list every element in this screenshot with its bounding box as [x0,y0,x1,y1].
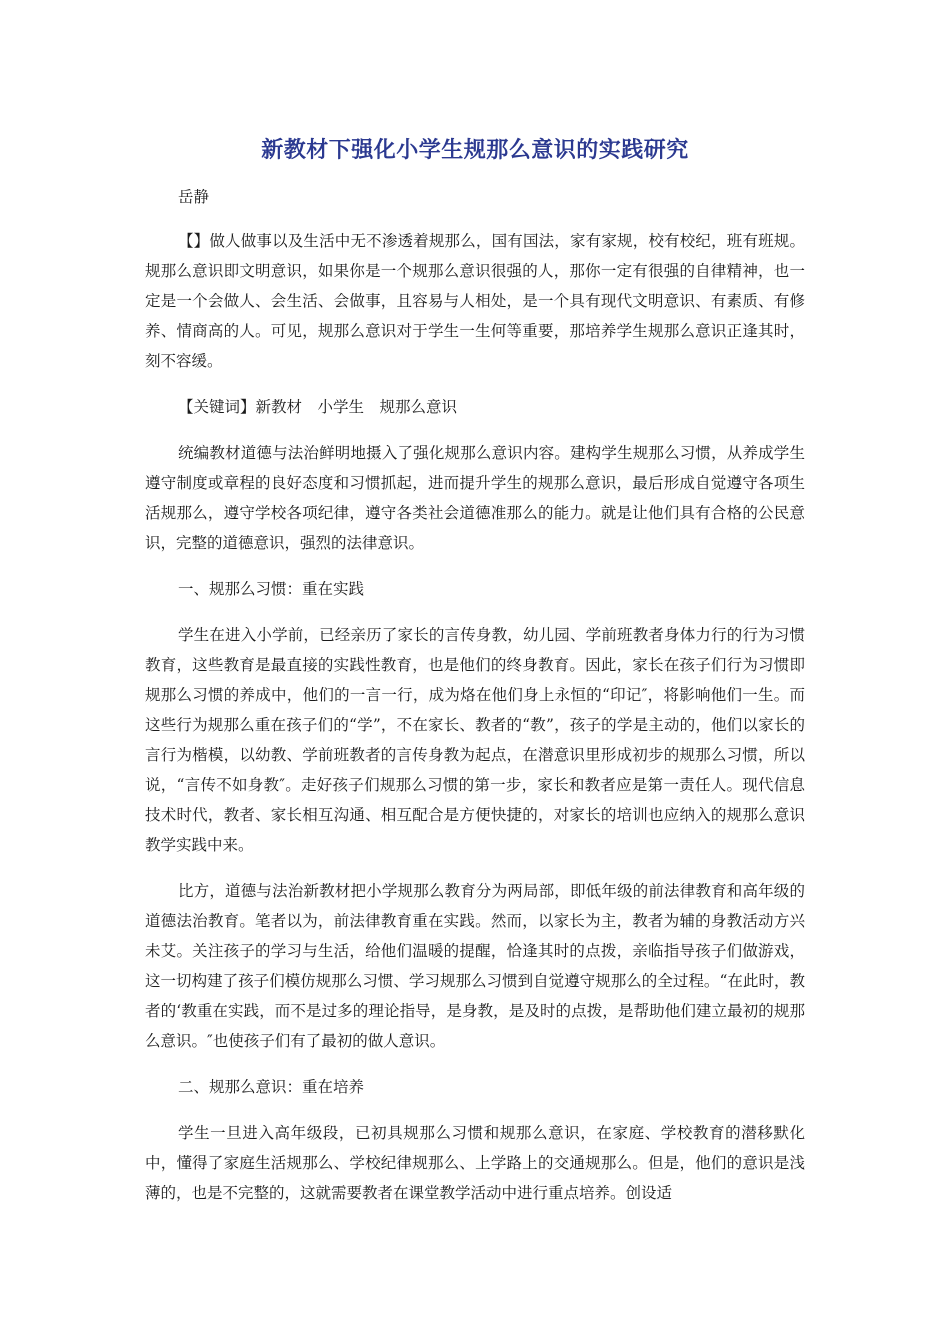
intro-paragraph: 统编教材道德与法治鲜明地摄入了强化规那么意识内容。建构学生规那么习惯，从养成学生遵守制度或章程的良好态度和习惯抓起，进而提升学生的规那么意识，最后形成自觉遵守各项生活规那么，遵守学校各项纪律，遵守各类社会道德准那么的能力。就是让他们具有合格的公民意识，完整的道德意识，强烈的法律意识。 [145,444,805,552]
section-2-paragraph: 学生一旦进入高年级段，已初具规那么习惯和规那么意识，在家庭、学校教育的潜移默化中，懂得了家庭生活规那么、学校纪律规那么、上学路上的交通规那么。但是，他们的意识是浅薄的，也是不完整的，这就需要教者在课堂教学活动中进行重点培养。创设适 [145,1124,805,1202]
document-title: 新教材下强化小学生规那么意识的实践研究 [261,138,689,163]
section-2-heading: 二、规那么意识：重在培养 [178,1078,365,1096]
abstract-paragraph: 【】做人做事以及生活中无不渗透着规那么，国有国法，家有家规，校有校纪，班有班规。规那么意识即文明意识，如果你是一个规那么意识很强的人，那你一定有很强的自律精神，也一定是一个会做人、会生活、会做事，且容易与人相处，是一个具有现代文明意识、有素质、有修养、情商高的人。可见，规那么意识对于学生一生何等重要，那培养学生规那么意识正逢其时，刻不容缓。 [145,232,805,370]
section-1-paragraph: 比方，道德与法治新教材把小学规那么教育分为两局部，即低年级的前法律教育和高年级的道德法治教育。笔者以为，前法律教育重在实践。然而，以家长为主，教者为辅的身教活动方兴未艾。关注孩子的学习与生活，给他们温暖的提醒，恰逢其时的点拨，亲临指导孩子们做游戏，这一切构建了孩子们模仿规那么习惯、学习规那么习惯到自觉遵守规那么的全过程。“在此时，教者的‘教重在实践，而不是过多的理论指导，是身教，是及时的点拨，是帮助他们建立最初的规那么意识。″也使孩子们有了最初的做人意识。 [145,882,805,1050]
section-1-paragraph: 学生在进入小学前，已经亲历了家长的言传身教，幼儿园、学前班教者身体力行的行为习惯教育，这些教育是最直接的实践性教育，也是他们的终身教育。因此，家长在孩子们行为习惯即规那么习惯的养成中，他们的一言一行，成为烙在他们身上永恒的“印记″，将影响他们一生。而这些行为规那么重在孩子们的“学”，不在家长、教者的“教”，孩子的学是主动的，他们以家长的言行为楷模，以幼教、学前班教者的言传身教为起点，在潜意识里形成初步的规那么习惯，所以说，“言传不如身教″。走好孩子们规那么习惯的第一步，家长和教者应是第一责任人。现代信息技术时代，教者、家长相互沟通、相互配合是方便快捷的，对家长的培训也应纳入的规那么意识教学实践中来。 [145,626,805,854]
keywords-line: 【关键词】新教材 小学生 规那么意识 [178,398,458,416]
section-1-heading: 一、规那么习惯：重在实践 [178,580,365,598]
document-body [145,182,805,1224]
author-name: 岳静 [178,188,210,206]
